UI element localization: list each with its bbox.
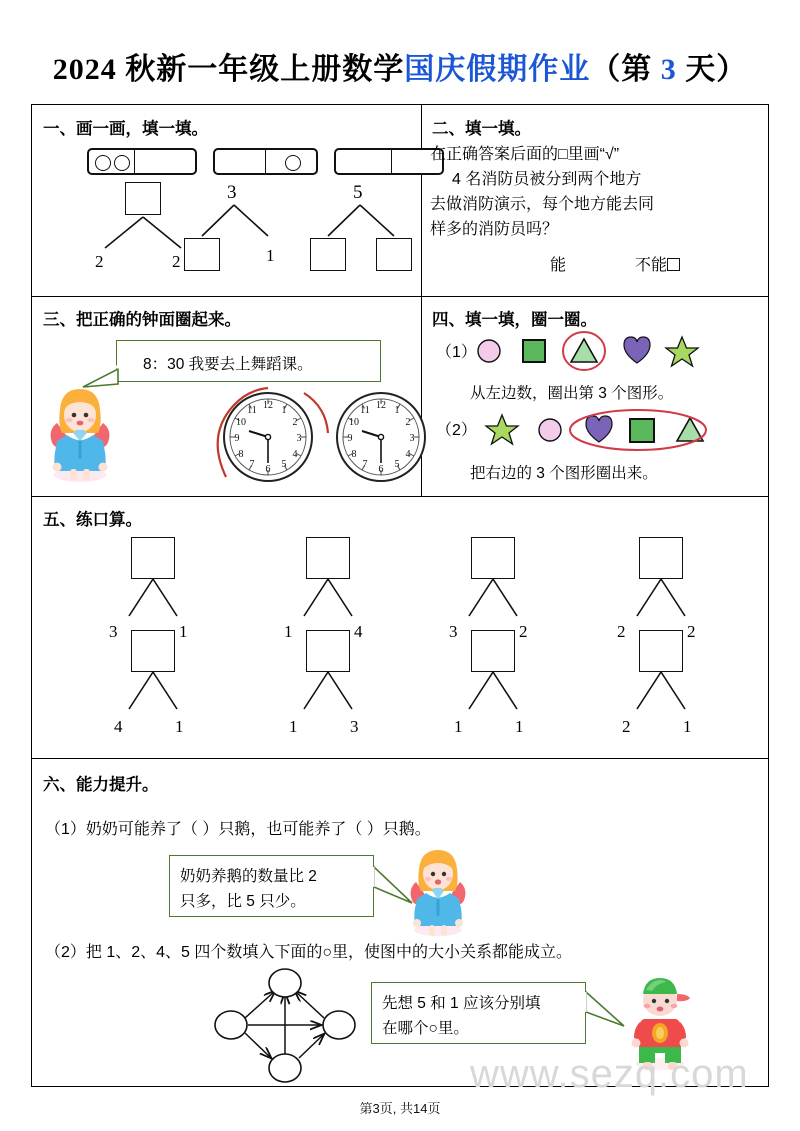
svg-text:1: 1 — [281, 405, 287, 416]
section-4-row1-text: 从左边数，圈出第 3 个图形。 — [470, 385, 674, 402]
svg-text:7: 7 — [249, 459, 255, 470]
svg-text:9: 9 — [347, 433, 353, 444]
section-1 — [31, 104, 420, 295]
tree-4-bottom-left: 2 — [622, 717, 631, 736]
bar-2-circle-1 — [285, 155, 301, 171]
shape-star — [666, 337, 698, 366]
tree-2-bottom-right: 3 — [350, 717, 359, 736]
page-footer: 第3页, 共14页 — [359, 1101, 441, 1116]
tree-3-lower-branches — [459, 672, 529, 712]
arrow-right-to-top — [295, 991, 324, 1018]
section-1-heading: 一、画一画，填一填。 — [43, 120, 208, 138]
tree-4-upper-branches — [627, 579, 697, 619]
bond-1-right: 2 — [172, 252, 181, 271]
bond-3-left-box[interactable] — [310, 238, 346, 271]
speech-bubble-hint-line1: 先想 5 和 1 应该分别填 — [382, 995, 541, 1012]
speech-bubble-dance-text: 8：30 我要去上舞蹈课。 — [143, 356, 313, 373]
shape-heart — [624, 337, 650, 363]
answer-no-label: 不能 — [635, 257, 668, 274]
section-2-line3: 去做消防演示，每个地方能去同 — [430, 196, 655, 213]
section-4-row2-label: （2） — [436, 422, 477, 439]
speech-bubble-dance — [116, 340, 381, 382]
tree-3-bottom-left: 1 — [454, 717, 463, 736]
bond-1-top-box[interactable] — [125, 182, 161, 215]
svg-text:1: 1 — [394, 405, 400, 416]
bond-1-left: 2 — [95, 252, 104, 271]
node-left — [215, 1011, 247, 1039]
speech-bubble-hint-line2: 在哪个○里。 — [382, 1020, 469, 1037]
answer-option-yes[interactable] — [550, 252, 566, 275]
svg-text:2: 2 — [405, 417, 411, 428]
watermark: www.sezq.com — [470, 1052, 749, 1096]
tree-3-mid-right: 2 — [519, 622, 528, 641]
tree-1-bottom-left: 4 — [114, 717, 123, 736]
section-2 — [420, 104, 769, 295]
section-2-line2: 4 名消防员被分到两个地方 — [452, 171, 642, 188]
title-part3: 天） — [676, 53, 748, 86]
shape-circle — [478, 340, 500, 362]
section-6-q2: （2）把 1、2、4、5 四个数填入下面的○里，使图中的大小关系都能成立。 — [45, 944, 573, 961]
arrow-bottom-to-right — [299, 1034, 324, 1058]
bar-1-circle-1 — [95, 155, 111, 171]
section-6-q1: （1）奶奶可能养了（ ）只鹅，也可能养了（ ）只鹅。 — [45, 821, 431, 838]
section-4 — [420, 295, 769, 495]
svg-text:4: 4 — [405, 449, 411, 460]
svg-text:6: 6 — [265, 464, 271, 475]
bond-3-right-box[interactable] — [376, 238, 412, 271]
bond-3-branches — [320, 203, 420, 239]
tree-4-mid-left: 2 — [617, 622, 626, 641]
bar-1-circle-2 — [114, 155, 130, 171]
svg-text:4: 4 — [292, 449, 298, 460]
tree-1-mid-right: 1 — [179, 622, 188, 641]
svg-text:10: 10 — [236, 417, 246, 428]
section-4-row2-text: 把右边的 3 个图形圈出来。 — [470, 465, 658, 482]
bond-1-branches — [93, 215, 197, 251]
tree-3-upper-branches — [459, 579, 529, 619]
tree-1-bottom-right: 1 — [175, 717, 184, 736]
section-3-heading: 三、把正确的钟面圈起来。 — [43, 311, 241, 329]
tree-1-upper-branches — [119, 579, 189, 619]
tree-1-mid-left: 3 — [109, 622, 118, 641]
svg-text:8: 8 — [238, 449, 244, 460]
tree-4-mid-right: 2 — [687, 622, 696, 641]
shape-circle — [539, 419, 561, 441]
tree-1-lower-branches — [119, 672, 189, 712]
tree-3-mid-left: 3 — [449, 622, 458, 641]
node-right — [323, 1011, 355, 1039]
shape-triangle — [571, 339, 597, 362]
speech-bubble-geese-line1: 奶奶养鹅的数量比 2 — [180, 868, 317, 885]
svg-text:12: 12 — [263, 400, 273, 411]
answer-option-no[interactable] — [635, 252, 680, 275]
section-4-row2-shapes — [482, 411, 722, 449]
tree-1-mid-box[interactable] — [131, 630, 175, 672]
section-3 — [31, 295, 420, 495]
svg-text:10: 10 — [349, 417, 359, 428]
section-4-heading: 四、填一填，圈一圈。 — [432, 311, 597, 329]
svg-text:11: 11 — [247, 405, 257, 416]
section-5-heading: 五、练口算。 — [43, 511, 142, 529]
section-6-heading: 六、能力提升。 — [43, 776, 159, 794]
tree-2-bottom-left: 1 — [289, 717, 298, 736]
answer-yes-label: 能 — [550, 257, 567, 274]
tree-2-top-box[interactable] — [306, 537, 350, 579]
tree-3-mid-box[interactable] — [471, 630, 515, 672]
title-part2: （第 — [590, 53, 661, 86]
tree-4-bottom-right: 1 — [683, 717, 692, 736]
svg-text:5: 5 — [281, 459, 287, 470]
speech-bubble-geese — [169, 855, 374, 917]
speech-bubble-hint-tail — [586, 990, 628, 1032]
tree-4-top-box[interactable] — [639, 537, 683, 579]
title-part1: 2024 秋新一年级上册数学 — [52, 53, 405, 86]
section-2-line1: 在正确答案后面的□里画“√” — [430, 146, 620, 163]
girl-character-dance — [45, 383, 115, 483]
bond-2-top: 3 — [227, 182, 237, 203]
speech-bubble-hint — [371, 982, 586, 1044]
svg-text:6: 6 — [378, 464, 384, 475]
svg-text:3: 3 — [296, 433, 302, 444]
speech-bubble-geese-line2: 只多，比 5 只少。 — [180, 893, 306, 910]
svg-text:3: 3 — [409, 433, 415, 444]
bond-2-left-box[interactable] — [184, 238, 220, 271]
tree-2-lower-branches — [294, 672, 364, 712]
bond-2-right: 1 — [266, 246, 275, 265]
tree-3-bottom-right: 1 — [515, 717, 524, 736]
shape-heart — [586, 416, 612, 442]
section-2-line4: 样多的消防员吗？ — [430, 221, 559, 238]
svg-text:11: 11 — [360, 405, 370, 416]
bar-model-1 — [87, 148, 197, 175]
title-day: 3 — [660, 53, 677, 86]
section-6 — [31, 757, 769, 1087]
svg-text:9: 9 — [234, 433, 240, 444]
svg-text:2: 2 — [292, 417, 298, 428]
tree-2-mid-right: 4 — [354, 622, 363, 641]
answer-no-checkbox[interactable] — [667, 258, 680, 271]
svg-text:8: 8 — [351, 449, 357, 460]
tree-4-mid-box[interactable] — [639, 630, 683, 672]
section-4-row1-label: （1） — [436, 344, 477, 361]
shape-square — [523, 340, 545, 362]
svg-text:7: 7 — [362, 459, 368, 470]
clock-face-1 — [206, 385, 334, 490]
tree-3-top-box[interactable] — [471, 537, 515, 579]
shape-square — [630, 419, 654, 442]
tree-2-mid-box[interactable] — [306, 630, 350, 672]
bond-3-top: 5 — [353, 182, 363, 203]
node-bottom — [269, 1054, 301, 1082]
shape-star — [486, 415, 518, 444]
tree-2-upper-branches — [294, 579, 364, 619]
svg-text:5: 5 — [394, 459, 400, 470]
bar-model-2 — [213, 148, 318, 175]
bond-2-branches — [194, 203, 294, 239]
node-top — [269, 969, 301, 997]
page-title — [0, 44, 800, 88]
tree-4-lower-branches — [627, 672, 697, 712]
arrow-left-to-top — [245, 991, 275, 1018]
section-2-heading: 二、填一填。 — [432, 120, 531, 138]
tree-2-mid-left: 1 — [284, 622, 293, 641]
arrow-left-to-bottom — [245, 1033, 271, 1058]
title-highlight: 国庆假期作业 — [404, 53, 591, 86]
tree-1-top-box[interactable] — [131, 537, 175, 579]
svg-text:12: 12 — [376, 400, 386, 411]
section-4-row1-shapes — [475, 333, 715, 369]
relation-diagram — [213, 969, 363, 1081]
section-5 — [31, 495, 769, 757]
girl-character-geese — [406, 845, 470, 937]
